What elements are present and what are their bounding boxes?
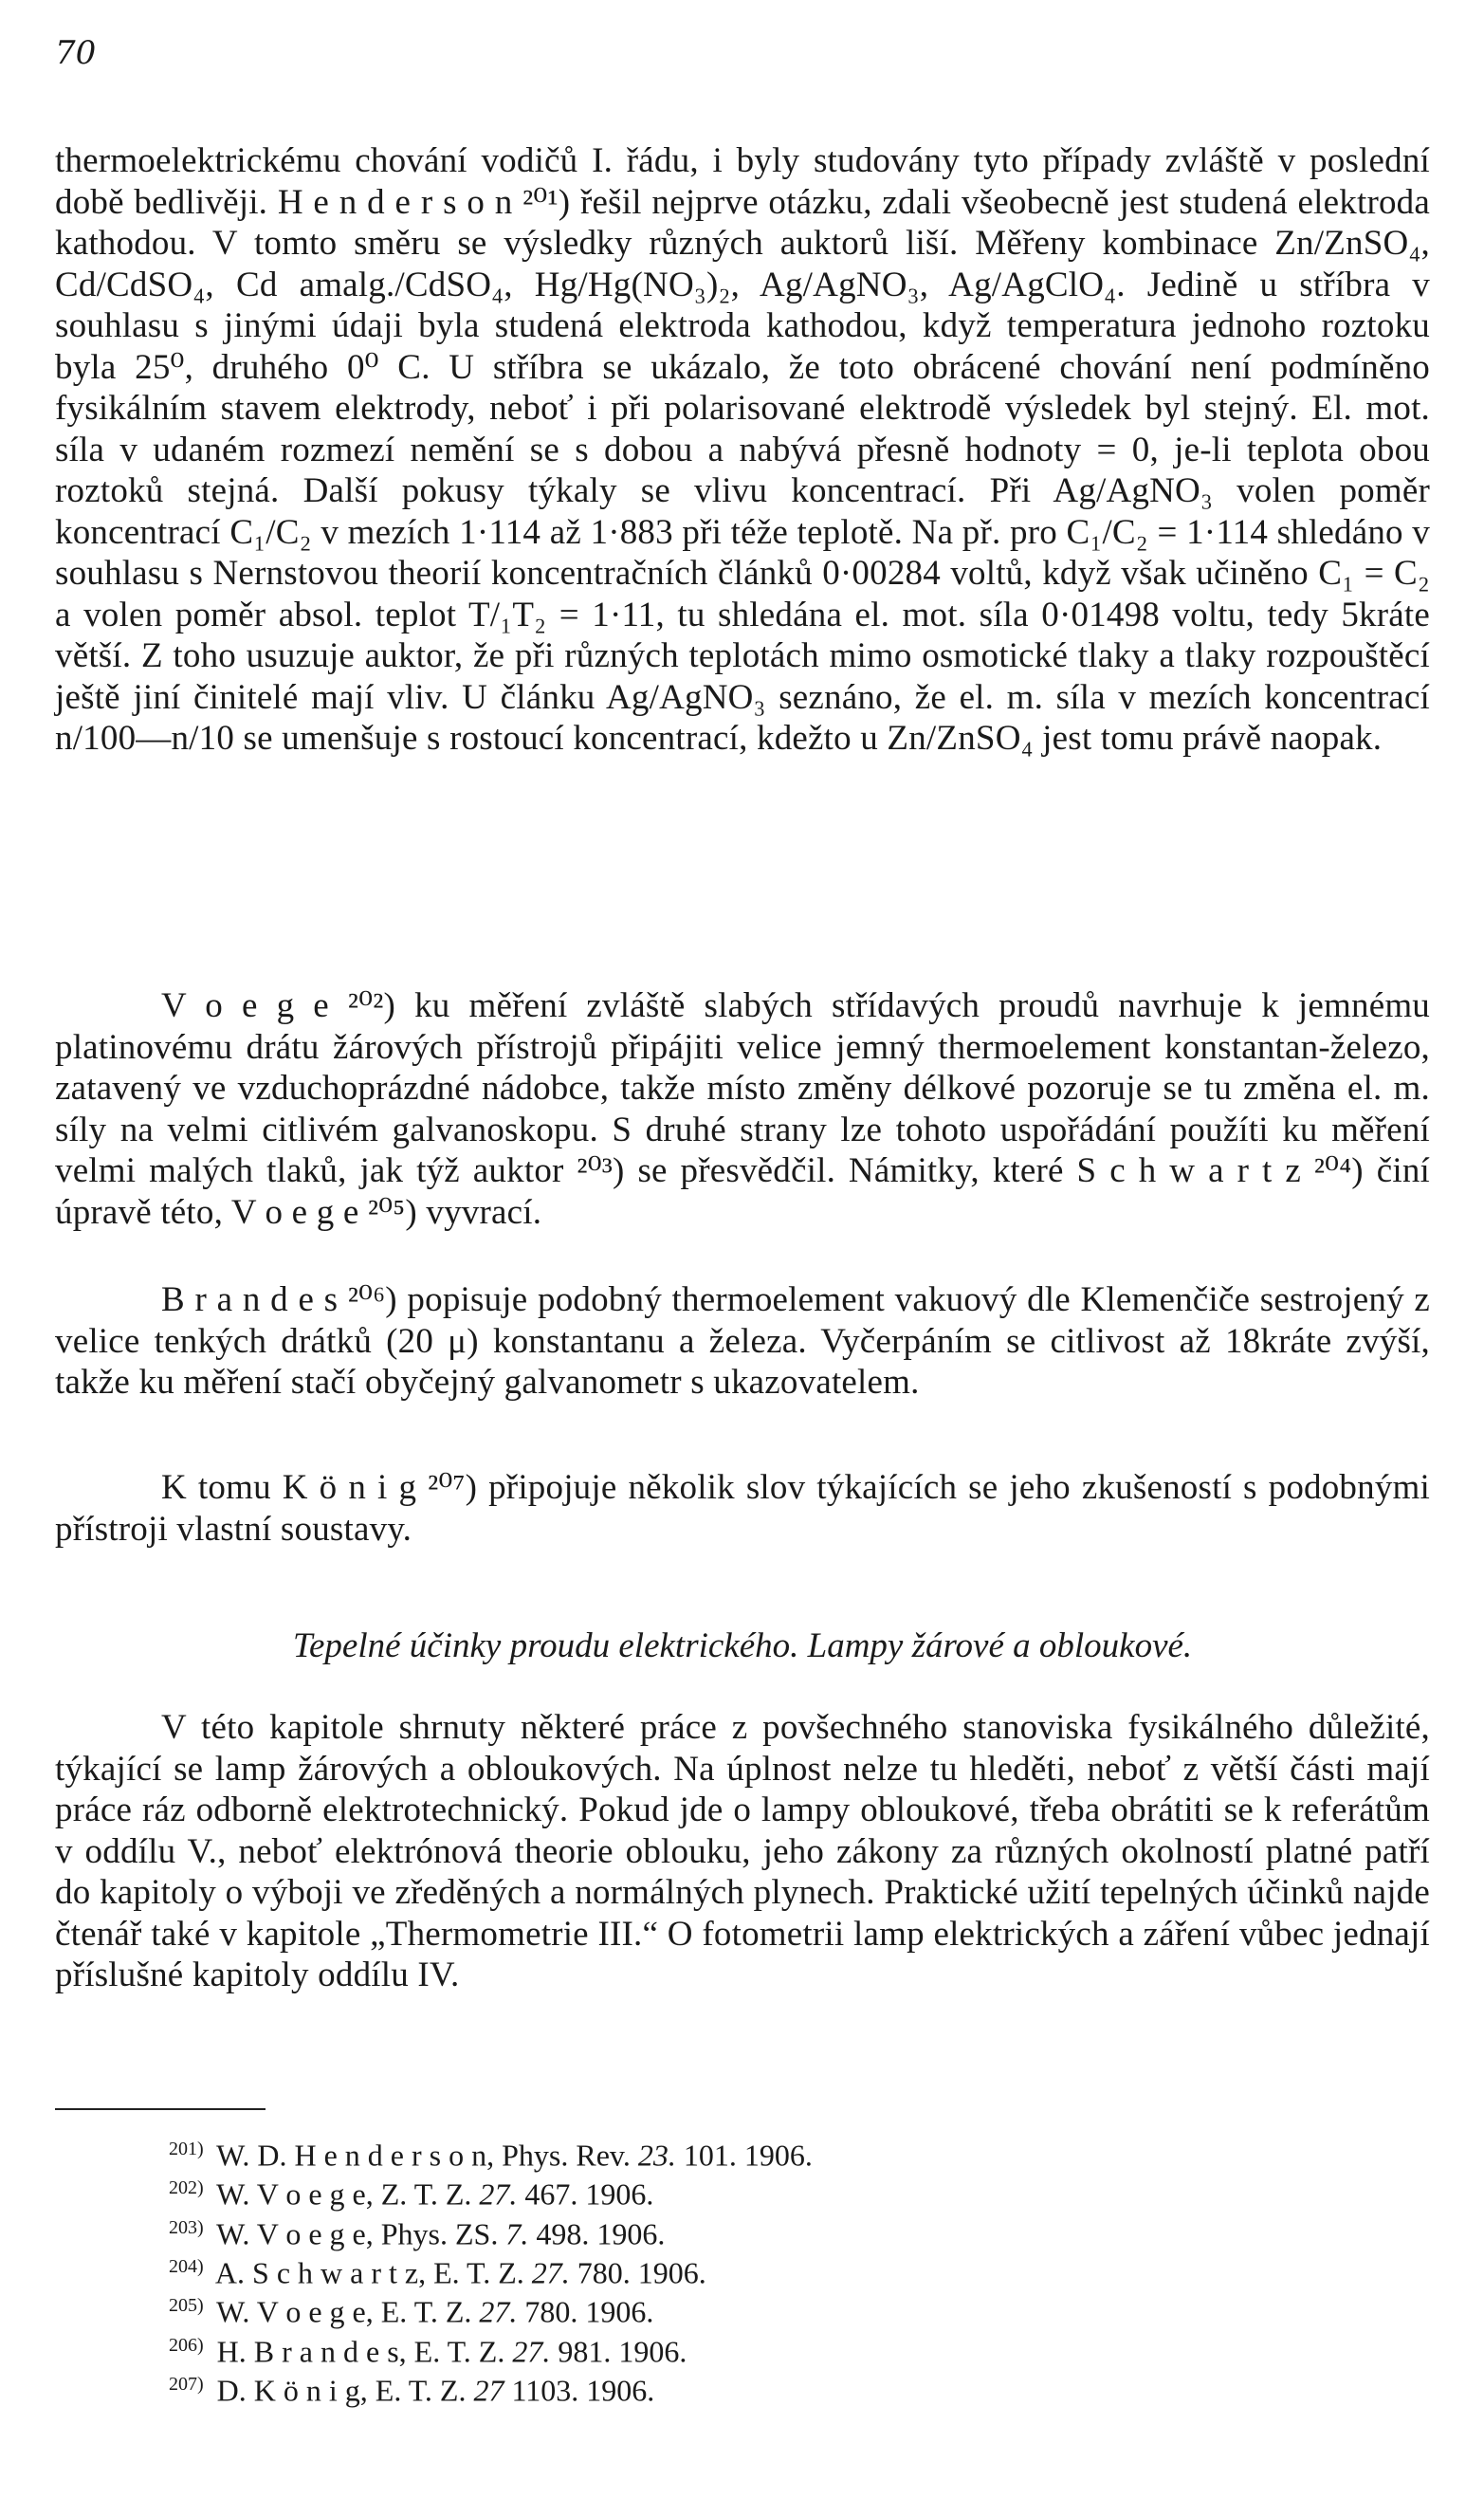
footnote-number: 201) bbox=[169, 2139, 204, 2159]
footnote-author: W. D. H e n d e r s o n, bbox=[216, 2138, 495, 2173]
section-heading: Tepelné účinky proudu elektrického. Lampy žárové a obloukové. bbox=[292, 1626, 1193, 1665]
footnote-204 bbox=[169, 2250, 813, 2289]
page-number: 70 bbox=[55, 34, 97, 72]
footnote-journal: E. T. Z. bbox=[413, 2334, 505, 2369]
paragraph-text: V této kapitole shrnuty některé práce z povšechného stanoviska fysikálného důležité, týkající se lamp žárových a obloukových. Na úplnost nelze tu hleděti, neboť z větší části mají práce ráz odborně elektrotechnický. Pokud jde o lampy obloukové, třeba obrátiti se k referátům v oddílu V., neboť elektrónová theorie oblouku, jeho zákony za různých okolností platné patří do kapitoly o výboji ve zředěných a normálných plynech. Praktické užití tepelných účinků najde čtenář také v kapitole „Thermometrie III.“ O fotometrii lamp elektrických a záření vůbec jednají příslušné kapitoly oddílu IV. bbox=[55, 1708, 1430, 1994]
paragraph-text: V o e g e ²⁰²) ku měření zvláště slabých střídavých proudů navrhuje k jemnému platinovému drátu žárových přístrojů připájiti velice jemný thermoelement konstantan-železo, zatavený ve vzduchoprázdné nádobce, takže místo změny délkové pozoruje se tu změna el. m. síly na velmi citlivém galvanoskopu. S druhé strany lze tohoto uspořádání použíti ku měření velmi malých tlaků, jak týž auktor ²⁰³) se přesvědčil. Námitky, které S c h w a r t z ²⁰⁴) činí úpravě této, V o e g e ²⁰⁵) vyvrací. bbox=[55, 986, 1430, 1232]
paragraph-brandes bbox=[55, 1279, 1430, 1404]
paragraph-voege bbox=[55, 985, 1430, 1233]
footnote-author: H. B r a n d e s, bbox=[216, 2334, 407, 2369]
footnote-author: W. V o e g e, bbox=[216, 2177, 374, 2213]
footnote-volume: 27. bbox=[512, 2334, 551, 2369]
footnote-journal: Phys. ZS. bbox=[380, 2216, 499, 2251]
footnote-number: 206) bbox=[169, 2334, 204, 2356]
footnote-author: W. V o e g e, bbox=[216, 2295, 374, 2330]
footnote-pages-year: 981. 1906. bbox=[558, 2334, 687, 2369]
footnote-pages-year: 780. 1906. bbox=[524, 2295, 654, 2330]
footnote-number: 204) bbox=[169, 2256, 204, 2278]
footnote-pages-year: 101. 1906. bbox=[683, 2138, 813, 2173]
footnote-author: W. V o e g e, bbox=[216, 2216, 374, 2251]
footnotes bbox=[169, 2133, 813, 2408]
footnote-pages-year: 1103. 1906. bbox=[511, 2373, 655, 2408]
paragraph-lamps bbox=[55, 1707, 1430, 1996]
footnote-author: A. S c h w a r t z, bbox=[214, 2255, 427, 2290]
footnote-pages-year: 780. 1906. bbox=[577, 2255, 706, 2290]
footnote-journal: E. T. Z. bbox=[375, 2373, 467, 2408]
footnote-201 bbox=[169, 2133, 813, 2172]
paragraph-text: K tomu K ö n i g ²⁰⁷) připojuje několik slov týkajících se jeho zkušeností s podobnými přístroji vlastní soustavy. bbox=[55, 1468, 1430, 1549]
footnote-205 bbox=[169, 2289, 813, 2328]
footnote-volume: 7. bbox=[505, 2216, 529, 2251]
footnote-206 bbox=[169, 2329, 813, 2368]
footnote-number: 202) bbox=[169, 2177, 204, 2199]
paragraph-konig bbox=[55, 1467, 1430, 1550]
footnote-207 bbox=[169, 2368, 813, 2407]
footnote-volume: 27. bbox=[479, 2177, 518, 2213]
footnote-journal: Phys. Rev. bbox=[502, 2138, 631, 2173]
footnote-volume: 27 bbox=[473, 2373, 504, 2408]
footnote-journal: Z. T. Z. bbox=[380, 2177, 472, 2213]
footnote-pages-year: 467. 1906. bbox=[524, 2177, 654, 2213]
footnote-number: 207) bbox=[169, 2374, 204, 2396]
footnote-number: 205) bbox=[169, 2295, 204, 2317]
footnote-journal: E. T. Z. bbox=[433, 2255, 524, 2290]
footnote-202 bbox=[169, 2172, 813, 2211]
paragraph-henderson bbox=[55, 140, 1430, 760]
footnote-volume: 23. bbox=[637, 2138, 676, 2173]
footnote-divider bbox=[55, 2108, 266, 2110]
paragraph-text: B r a n d e s ²⁰⁶) popisuje podobný thermoelement vakuový dle Klemenčiče sestrojený z velice tenkých drátků (20 μ) konstantanu a železa. Vyčerpáním se citlivost až 18kráte zvýší, takže ku měření stačí obyčejný galvanometr s ukazovatelem. bbox=[55, 1280, 1430, 1402]
footnote-journal: E. T. Z. bbox=[380, 2295, 472, 2330]
footnote-volume: 27. bbox=[531, 2255, 570, 2290]
footnote-pages-year: 498. 1906. bbox=[536, 2216, 666, 2251]
footnote-number: 203) bbox=[169, 2216, 204, 2238]
paragraph-text: thermoelektrickému chování vodičů I. řádu, i byly studovány tyto případy zvláště v poslední době bedlivěji. H e n d e r s o n ²⁰¹) řešil nejprve otázku, zdali všeobecně jest studená elektroda kathodou. V tomto směru se výsledky různých auktorů liší. Měřeny kombinace Zn/ZnSO₄, Cd/CdSO₄, Cd amalg./CdSO₄, Hg/Hg(NO₃)₂, Ag/AgNO₃, Ag/AgClO₄. Jedině u stříbra v souhlasu s jinými údaji byla studená elektroda kathodou, když temperatura jednoho roztoku byla 25⁰, druhého 0⁰ C. U stříbra se ukázalo, že toto obrácené chování není podmíněno fysikálním stavem elektrody, neboť i při polarisované elektrodě výsledek byl stejný. El. mot. síla v udaném rozmezí nemění se s dobou a nabývá přesně hodnoty = 0, je-li teplota obou roztoků stejná. Další pokusy týkaly se vlivu koncentrací. Při Ag/AgNO₃ volen poměr koncentrací C₁/C₂ v mezích 1·114 až 1·883 při téže teplotě. Na př. pro C₁/C₂ = 1·114 shledáno v souhlasu s Nernstovou theorií koncentračních článků 0·00284 voltů, když však učiněno C₁ = C₂ a volen poměr absol. teplot T/₁T₂ = 1·11, tu shledána el. mot. síla 0·01498 voltu, tedy 5kráte větší. Z toho usuzuje auktor, že při různých teplotách mimo osmotické tlaky a tlaky rozpouštěcí ještě jiní činitelé mají vliv. U článku Ag/AgNO₃ seznáno, že el. m. síla v mezích koncentrací n/100—n/10 se umenšuje s rostoucí koncentrací, kdežto u Zn/ZnSO₄ jest tomu právě naopak. bbox=[55, 141, 1430, 758]
footnote-203 bbox=[169, 2212, 813, 2250]
footnote-volume: 27. bbox=[479, 2295, 518, 2330]
footnote-author: D. K ö n i g, bbox=[216, 2373, 368, 2408]
